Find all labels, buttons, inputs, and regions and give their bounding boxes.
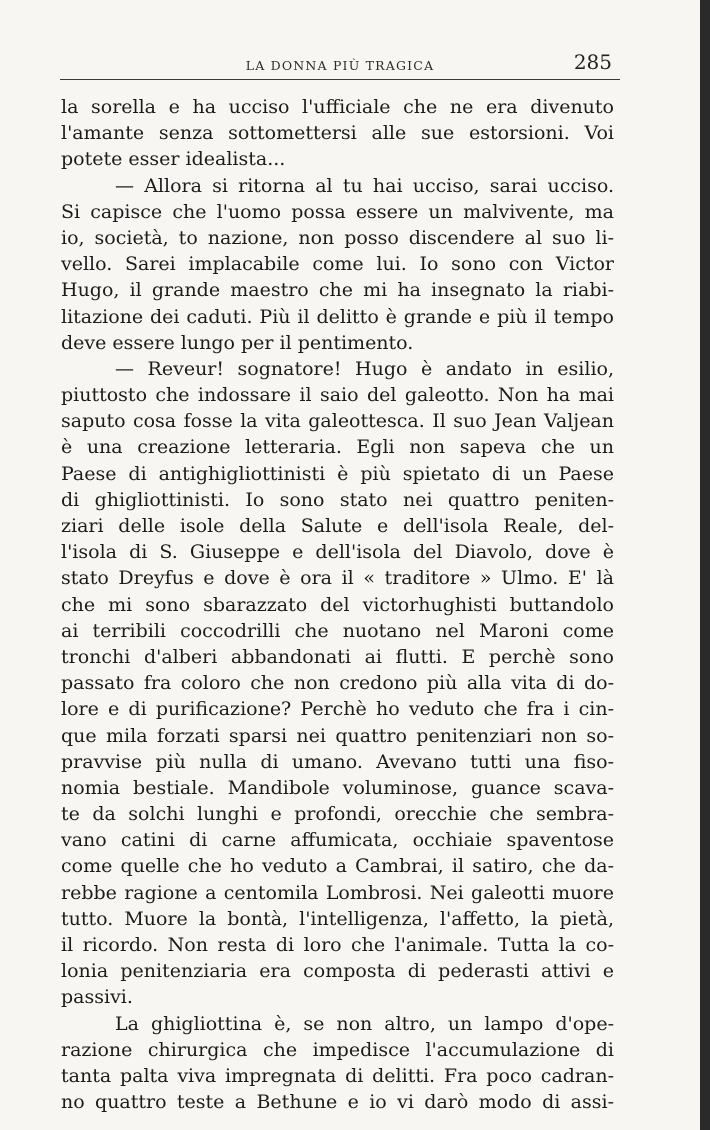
- text-line: di ghigliottinisti. Io sono stato nei quattro peniten-: [61, 488, 614, 511]
- text-line: deve essere lungo per il pentimento.: [61, 331, 414, 354]
- text-line: Hugo, il grande maestro che mi ha insegnato la riabi-: [61, 279, 614, 302]
- text-line: Paese di antighigliottinisti è più spietato di un Paese: [61, 462, 614, 485]
- text-line: ziari delle isole della Salute e dell'isola Reale, del-: [61, 515, 614, 537]
- text-line: passivi.: [61, 986, 133, 1009]
- text-line: è una creazione letteraria. Egli non sapeva che un: [61, 436, 614, 459]
- text-line: potete esser idealista...: [61, 148, 286, 171]
- text-line: Si capisce che l'uomo possa essere un malvivente, ma: [61, 200, 614, 223]
- text-line: tronchi d'alberi abbandonati ai flutti. E perchè sono: [61, 645, 614, 668]
- text-line: vano catini di carne affumicata, occhiaie spaventose: [61, 829, 614, 852]
- text-line: come quelle che ho veduto a Cambrai, il satiro, che da-: [61, 855, 614, 878]
- text-line: il ricordo. Non resta di loro che l'animale. Tutta la co-: [61, 934, 614, 956]
- text-line: passato fra coloro che non credono più alla vita di do-: [61, 672, 614, 695]
- text-line: la sorella e ha ucciso l'ufficiale che ne era divenuto: [61, 96, 614, 118]
- text-line: vello. Sarei implacabile come lui. Io sono con Victor: [61, 253, 614, 276]
- text-line: lonia penitenziaria era composta di pederasti attivi e: [61, 960, 614, 983]
- text-line: que mila forzati sparsi nei quattro penitenziari non so-: [61, 724, 614, 747]
- body-text: [61, 94, 614, 1115]
- text-line: lore e di purificazione? Perchè ho veduto che fra i cin-: [61, 698, 614, 721]
- text-line: saputo cosa fosse la vita galeottesca. Il suo Jean Valjean: [61, 410, 614, 433]
- text-line: La ghigliottina è, se non altro, un lampo d'ope-: [115, 1012, 614, 1035]
- text-line: nomia bestiale. Mandibole voluminose, guance scava-: [61, 776, 614, 799]
- text-line: tanta palta viva impregnata di delitti. Fra poco cadran-: [61, 1064, 614, 1087]
- header-rule: [60, 79, 620, 80]
- text-line: — Allora si ritorna al tu hai ucciso, sarai ucciso.: [115, 174, 614, 197]
- text-line: no quattro teste a Bethune e io vi darò modo di assi-: [61, 1091, 614, 1114]
- text-line: pravvise più nulla di umano. Avevano tutti una fiso-: [61, 750, 614, 773]
- running-title: LA DONNA PIÙ TRAGICA: [245, 58, 435, 73]
- page-edge-shadow: [700, 0, 710, 1130]
- text-line: stato Dreyfus e dove è ora il « traditore » Ulmo. E' là: [61, 567, 614, 590]
- text-line: io, società, to nazione, non posso discendere al suo li-: [61, 226, 614, 249]
- text-line: l'isola di S. Giuseppe e dell'isola del Diavolo, dove è: [61, 541, 614, 564]
- text-line: litazione dei caduti. Più il delitto è grande e più il tempo: [61, 305, 614, 328]
- text-line: tutto. Muore la bontà, l'intelligenza, l'affetto, la pietà,: [61, 907, 614, 930]
- text-line: — Reveur! sognatore! Hugo è andato in esilio,: [115, 357, 614, 380]
- text-line: razione chirurgica che impedisce l'accumulazione di: [61, 1038, 614, 1061]
- page-header: [60, 46, 620, 76]
- text-line: l'amante senza sottomettersi alle sue estorsioni. Voi: [61, 122, 614, 145]
- text-line: piuttosto che indossare il saio del galeotto. Non ha mai: [61, 384, 614, 407]
- page-number: 285: [573, 50, 612, 74]
- text-line: te da solchi lunghi e profondi, orecchie che sembra-: [61, 803, 614, 826]
- text-line: rebbe ragione a centomila Lombrosi. Nei galeotti muore: [61, 881, 614, 904]
- text-line: ai terribili coccodrilli che nuotano nel Maroni come: [61, 619, 614, 642]
- text-line: che mi sono sbarazzato del victorhughisti buttandolo: [61, 593, 614, 616]
